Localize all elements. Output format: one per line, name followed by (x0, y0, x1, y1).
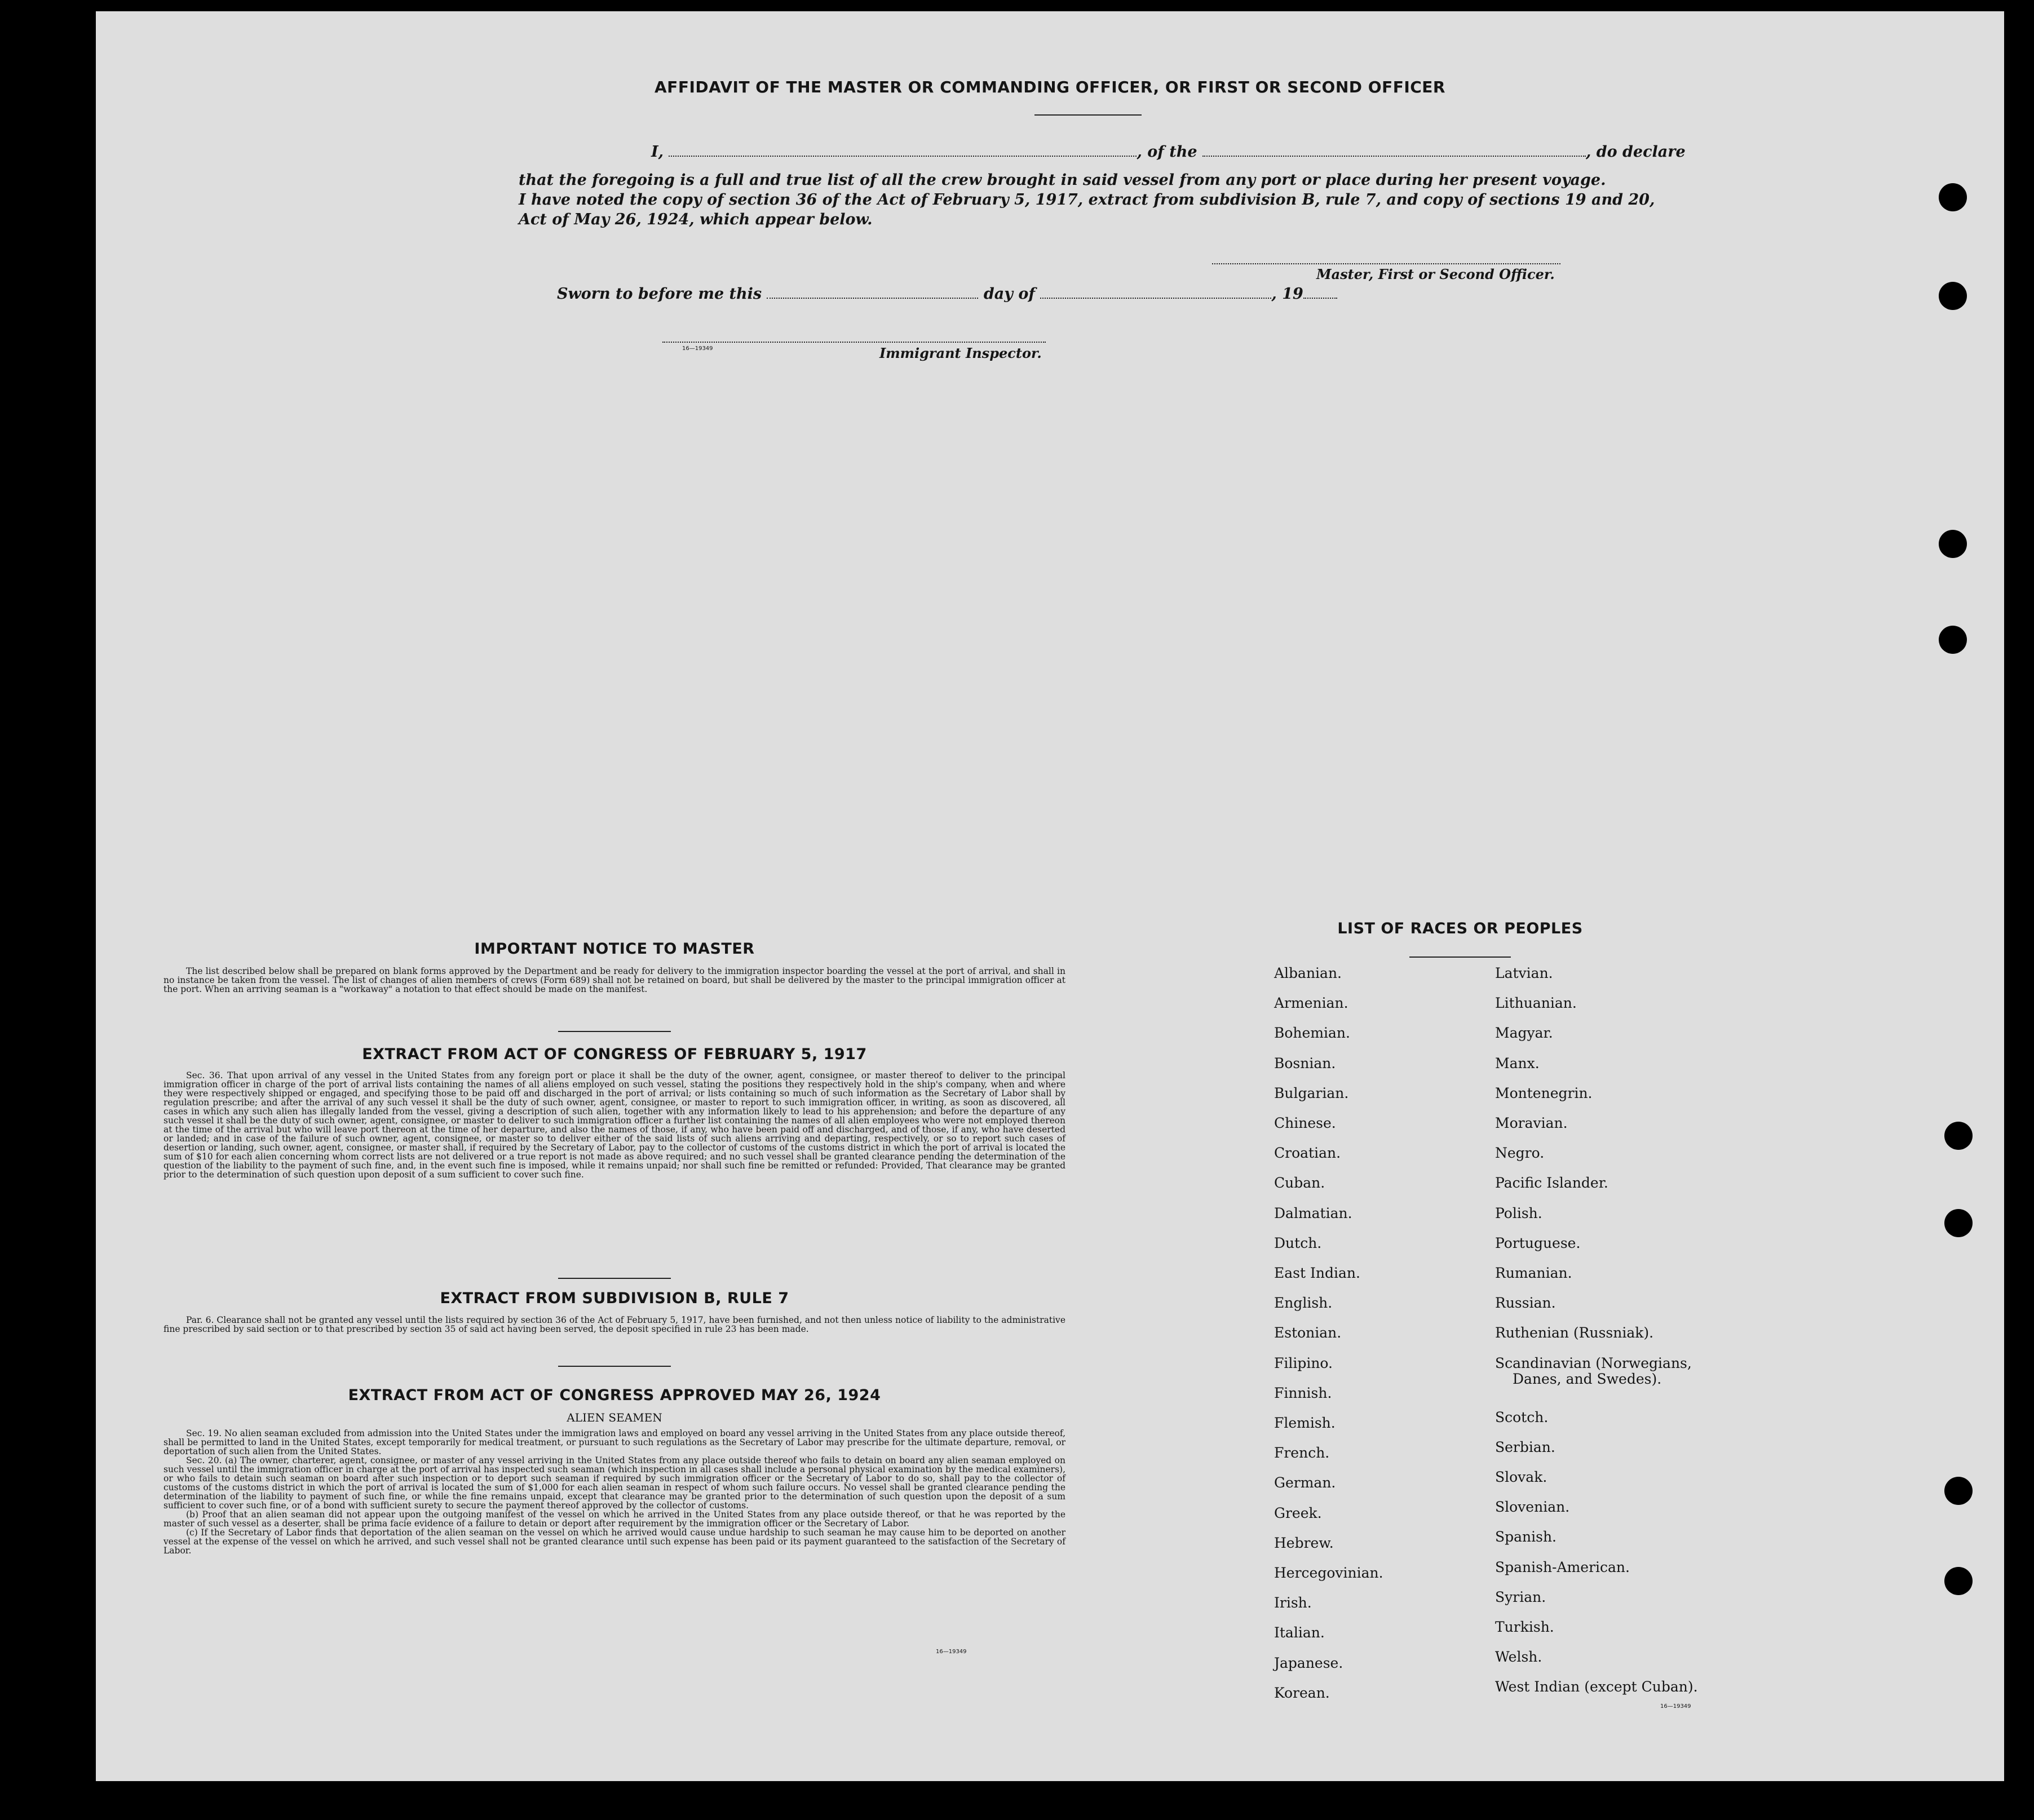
race-item: Syrian. (1495, 1588, 1546, 1605)
race-item: Serbian. (1495, 1438, 1555, 1455)
affidavit-title: AFFIDAVIT OF THE MASTER OR COMMANDING OFFICER, OR FIRST OR SECOND OFFICER (655, 78, 1445, 96)
punch-hole (1944, 1477, 1973, 1505)
race-item: Manx. (1495, 1055, 1540, 1071)
race-item: Magyar. (1495, 1025, 1553, 1042)
race-item: Dalmatian. (1274, 1205, 1352, 1221)
sworn-line (557, 285, 1337, 304)
affidavit-form-number: 16—19349 (682, 346, 713, 352)
race-item: French. (1274, 1445, 1330, 1462)
punch-hole (1939, 282, 1967, 310)
punch-hole (1944, 1209, 1973, 1237)
form-page (96, 11, 2004, 1781)
race-item: Dutch. (1274, 1234, 1322, 1251)
day-of-label: day of (983, 285, 1035, 303)
inspector-label: Immigrant Inspector. (879, 345, 1042, 361)
race-item: Spanish. (1495, 1529, 1557, 1546)
extract-1924-title: EXTRACT FROM ACT OF CONGRESS APPROVED MAY 26, 1924 (348, 1387, 881, 1404)
sworn-label: Sworn to before me this (557, 285, 762, 303)
race-item: Bohemian. (1274, 1025, 1350, 1042)
race-item: Negro. (1495, 1145, 1545, 1162)
punch-hole (1939, 530, 1967, 558)
race-item: East Indian. (1274, 1265, 1360, 1281)
race-item: Slovak. (1495, 1469, 1547, 1485)
race-item: Korean. (1274, 1684, 1330, 1701)
race-item: Polish. (1495, 1205, 1542, 1221)
affidavit-line-1 (519, 143, 1686, 162)
race-item: Slovenian. (1495, 1499, 1570, 1516)
race-item: Hebrew. (1274, 1534, 1334, 1551)
race-item: German. (1274, 1474, 1336, 1491)
alien-seamen-subtitle: ALIEN SEAMEN (567, 1411, 662, 1424)
affidavit-line-4: Act of May 26, 1924, which appear below. (519, 211, 873, 228)
vessel-field[interactable] (1202, 144, 1586, 157)
notice-rule (558, 1031, 671, 1032)
rule-7-text (163, 1316, 1065, 1334)
notice-paragraph: The list described below shall be prepared on blank forms approved by the Department and be ready for delivery to the immigration inspector boarding the vessel at the port of arrival, and shall in no instance be taken from the vessel. The list of changes of alien members of crews (Form 689) shall not be retained on board, but shall be delivered by the master to the principal immigration officer at the port. When an arriving seaman is a "workaway" a notation to that effect should be made on the manifest. (163, 966, 1065, 994)
race-item: Bulgarian. (1274, 1084, 1349, 1101)
master-signature-label: Master, First or Second Officer. (1316, 266, 1555, 282)
race-item: Scandinavian (Norwegians, (1495, 1354, 1692, 1371)
affidavit-line-3: I have noted the copy of section 36 of the Act of February 5, 1917, extract from subdivision B, rule 7, and copy of sections 19 and 20, (519, 191, 1655, 209)
race-item: Latvian. (1495, 965, 1553, 981)
race-item: Finnish. (1274, 1384, 1332, 1401)
sec-20c-paragraph: (c) If the Secretary of Labor finds that deportation of the alien seaman on the vessel on which he arrived would cause undue hardship to such seaman he may cause him to be deported on another vessel at the expense of the vessel on which he arrived, and such vessel shall not be granted clearance until such expense has been paid or its payment guaranteed to the satisfaction of the Secretary of Labor. (163, 1527, 1065, 1556)
race-item: Armenian. (1274, 995, 1348, 1012)
extract-1924-text (163, 1429, 1065, 1555)
race-item: Welsh. (1495, 1649, 1542, 1666)
extract-1924-rule (558, 1366, 671, 1367)
race-item: Flemish. (1274, 1415, 1336, 1431)
race-item: Montenegrin. (1495, 1084, 1593, 1101)
race-item: Irish. (1274, 1595, 1312, 1611)
inspector-signature-line[interactable] (662, 342, 1046, 343)
races-title: LIST OF RACES OR PEOPLES (1337, 920, 1583, 937)
extract-1917-text (163, 1071, 1065, 1179)
race-item: Croatian. (1274, 1145, 1341, 1162)
race-item: Lithuanian. (1495, 995, 1577, 1012)
do-declare-label: , do declare (1585, 143, 1686, 161)
race-item: Italian. (1274, 1624, 1325, 1641)
notice-title: IMPORTANT NOTICE TO MASTER (474, 940, 755, 958)
race-item: Filipino. (1274, 1354, 1333, 1371)
race-item: Pacific Islander. (1495, 1175, 1608, 1192)
sec-20a-paragraph: Sec. 20. (a) The owner, charterer, agent, consignee, or master of any vessel arriving in the United States from any place outside thereof who fails to detain on board any alien seaman employed on such vessel until the immigration officer in charge at the port of arrival has inspected such seaman (which inspection in all cases shall include a personal physical examination by the medical examiners), or who fails to detain such seaman on board after such inspection or to deport such seaman if required by such immigration officer or the Secretary of Labor to do so, shall pay to the collector of customs of the customs district in which the port of arrival is located the sum of $1,000 for each alien seaman in respect of whom such failure occurs. No vessel shall be granted clearance pending the determination of the liability to payment of such fine, or while the fine remains unpaid, except that clearance may be granted prior to the determination of such question upon the deposit of a sum sufficient to cover such fine, or of a bond with sufficient surety to secure the payment thereof approved by the collector of customs. (163, 1455, 1065, 1511)
race-item: Cuban. (1274, 1175, 1325, 1192)
year-label: , 19 (1271, 285, 1303, 303)
race-item: Scotch. (1495, 1409, 1549, 1425)
punch-hole (1944, 1122, 1973, 1150)
race-item: Russian. (1495, 1295, 1556, 1312)
race-item: Bosnian. (1274, 1055, 1336, 1071)
of-the-label: , of the (1137, 143, 1197, 161)
race-item: Spanish-American. (1495, 1558, 1630, 1575)
races-rule (1409, 957, 1511, 958)
race-item: Estonian. (1274, 1325, 1342, 1341)
title-rule (1034, 114, 1142, 116)
punch-hole (1944, 1567, 1973, 1595)
race-item: Japanese. (1274, 1654, 1343, 1671)
extract-form-number: 16—19349 (936, 1649, 967, 1655)
race-item: Albanian. (1274, 965, 1342, 981)
race-item: Chinese. (1274, 1115, 1336, 1131)
rule-7-paragraph: Par. 6. Clearance shall not be granted any vessel until the lists required by section 36 of the Act of February 5, 1917, have been furnished, and not then unless notice of liability to the administrative fine prescribed by said section or to that prescribed by section 35 of said act having been served, the deposit specified in rule 23 has been made. (163, 1315, 1065, 1334)
race-item: Moravian. (1495, 1115, 1568, 1131)
punch-hole (1939, 183, 1967, 211)
notice-text (163, 967, 1065, 994)
affidavit-line-2: that the foregoing is a full and true list of all the crew brought in said vessel from any port or place during her present voyage. (519, 171, 1606, 189)
name-field[interactable] (669, 144, 1137, 157)
race-item: Hercegovinian. (1274, 1565, 1383, 1581)
race-item: Greek. (1274, 1504, 1322, 1521)
sec-19-paragraph: Sec. 19. No alien seaman excluded from admission into the United States under the immigration laws and employed on board any vessel arriving in the United States from any place outside thereof, shall be permitted to land in the United States, except temporarily for medical treatment, or pursuant to such regulations as the Secretary of Labor may prescribe for the ultimate departure, removal, or deportation of such alien from the United States. (163, 1428, 1065, 1456)
race-item: Turkish. (1495, 1619, 1554, 1635)
race-item: Rumanian. (1495, 1265, 1572, 1281)
extract-1917-paragraph: Sec. 36. That upon arrival of any vessel in the United States from any foreign port or place it shall be the duty of the owner, agent, consignee, or master thereof to deliver to the principal immigration officer in charge of the port of arrival lists containing the names of all aliens employed on such vessel, stating the positions they respectively hold in the ship's company, when and where they were respectively shipped or engaged, and specifying those to be paid off and discharged in the port of arrival; or lists containing so much of such information as the Secretary of Labor shall by regulation prescribe; and after the arrival of any such vessel it shall be the duty of such owner, agent, consignee, or master to report to such immigration officer, in writing, as soon as discovered, all cases in which any such alien has illegally landed from the vessel, giving a description of such alien, together with any information likely to lead to his apprehension; and before the departure of any such vessel it shall be the duty of such owner, agent, consignee, or master to deliver to such immigration officer a further list containing the names of all alien employees who were not employed thereon at the time of the arrival but who will leave port thereon at the time of her departure, and also the names of those, if any, who have been paid off and discharged, and of those, if any, who have deserted or landed; and in case of the failure of such owner, agent, consignee, or master so to deliver either of the said lists of such aliens arriving and departing, respectively, or so to report such cases of desertion or landing, such owner, agent, consignee, or master shall, if required by the Secretary of Labor, pay to the collector of customs of the customs district in which the port of arrival is located the sum of $10 for each alien concerning whom correct lists are not delivered or a true report is not made as above required; and no such vessel shall be granted clearance pending the determination of the question of the liability to the payment of such fine, and, in the event such fine is imposed, while it remains unpaid; nor shall such fine be remitted or refunded: Provided, That clearance may be granted prior to the determination of such question upon deposit of a sum sufficient to cover such fine. (163, 1070, 1065, 1180)
sec-20b-paragraph: (b) Proof that an alien seaman did not appear upon the outgoing manifest of the vessel on which he arrived in the United States from any place outside thereof, or that he was reported by the master of such vessel as a deserter, shall be prima facie evidence of a failure to detain or deport after requirement by the immigration officer or the Secretary of Labor. (163, 1509, 1065, 1529)
master-signature-line[interactable] (1212, 263, 1560, 264)
rule-7-title: EXTRACT FROM SUBDIVISION B, RULE 7 (440, 1290, 789, 1307)
races-form-number: 16—19349 (1660, 1703, 1691, 1710)
race-item: Portuguese. (1495, 1234, 1581, 1251)
rule-7-rule (558, 1278, 671, 1279)
affidavit-i: I, (651, 143, 664, 161)
punch-hole (1939, 626, 1967, 654)
race-item: Danes, and Swedes). (1513, 1370, 1662, 1387)
extract-1917-title: EXTRACT FROM ACT OF CONGRESS OF FEBRUARY 5, 1917 (362, 1046, 867, 1063)
day-field[interactable] (767, 286, 978, 299)
year-field[interactable] (1303, 286, 1337, 299)
race-item: English. (1274, 1295, 1333, 1312)
race-item: Ruthenian (Russniak). (1495, 1325, 1654, 1341)
race-item: West Indian (except Cuban). (1495, 1679, 1698, 1695)
month-field[interactable] (1040, 286, 1271, 299)
